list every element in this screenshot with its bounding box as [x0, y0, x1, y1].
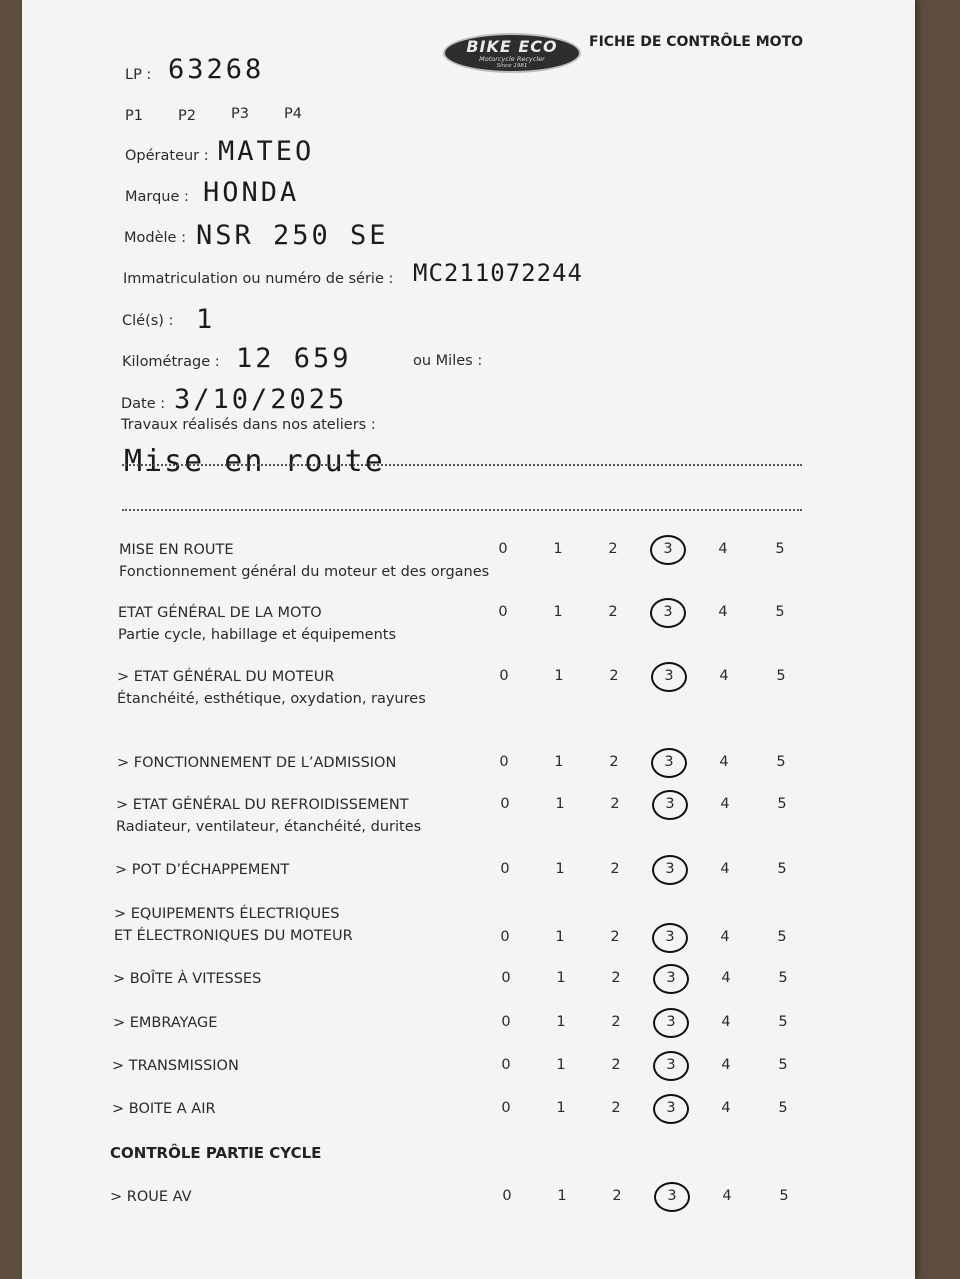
- score-option-5[interactable]: 5: [779, 1188, 789, 1204]
- modele-label: Modèle :: [124, 230, 186, 246]
- travaux-line-1: [122, 464, 802, 466]
- score-option-3[interactable]: 3: [666, 1014, 676, 1030]
- score-option-1[interactable]: 1: [554, 668, 564, 684]
- operateur-value: MATEO: [218, 136, 315, 167]
- score-option-2[interactable]: 2: [611, 1014, 621, 1030]
- selected-score-circle: [653, 1051, 689, 1081]
- score-option-4[interactable]: 4: [722, 1188, 732, 1204]
- selected-score-circle: [652, 790, 688, 820]
- marque-label: Marque :: [125, 189, 189, 205]
- score-option-1[interactable]: 1: [555, 929, 565, 945]
- logo-slogan: Motorcycle Recycler: [479, 55, 545, 63]
- score-option-2[interactable]: 2: [611, 1100, 621, 1116]
- score-option-2[interactable]: 2: [612, 1188, 622, 1204]
- modele-value: NSR 250 SE: [196, 220, 389, 251]
- p3-label: P3: [231, 106, 249, 122]
- rating-item-subtitle: Partie cycle, habillage et équipements: [118, 627, 397, 643]
- rating-item-label: [117, 752, 396, 774]
- score-option-2[interactable]: 2: [609, 754, 619, 770]
- score-option-4[interactable]: 4: [721, 1014, 731, 1030]
- lp-value: 63268: [168, 54, 265, 85]
- rating-item-label: [119, 539, 489, 583]
- logo-text: BIKE ECO: [466, 37, 558, 56]
- lp-label: LP :: [125, 67, 152, 83]
- logo-since: Since 1981: [496, 63, 528, 69]
- selected-score-circle: [650, 598, 686, 628]
- score-option-1[interactable]: 1: [553, 604, 563, 620]
- selected-score-circle: [652, 855, 688, 885]
- rating-item-title: > ETAT GÉNÉRAL DU MOTEUR: [117, 669, 335, 685]
- score-option-3[interactable]: 3: [665, 861, 675, 877]
- score-option-0[interactable]: 0: [501, 1057, 511, 1073]
- travaux-line-2: [122, 509, 802, 511]
- score-option-3[interactable]: 3: [666, 1057, 676, 1073]
- date-value: 3/10/2025: [174, 384, 348, 415]
- travaux-label: Travaux réalisés dans nos ateliers :: [121, 417, 376, 433]
- score-option-4[interactable]: 4: [720, 929, 730, 945]
- score-option-5[interactable]: 5: [775, 541, 785, 557]
- score-option-1[interactable]: 1: [556, 970, 566, 986]
- section-title: CONTRÔLE PARTIE CYCLE: [110, 1144, 322, 1162]
- score-option-5[interactable]: 5: [778, 970, 788, 986]
- rating-item-subtitle: Radiateur, ventilateur, étanchéité, durites: [116, 819, 422, 835]
- score-option-0[interactable]: 0: [498, 541, 508, 557]
- score-option-1[interactable]: 1: [555, 796, 565, 812]
- score-option-5[interactable]: 5: [778, 1057, 788, 1073]
- score-option-4[interactable]: 4: [719, 754, 729, 770]
- score-option-4[interactable]: 4: [721, 970, 731, 986]
- selected-score-circle: [653, 1008, 689, 1038]
- rating-item-label: [117, 666, 426, 710]
- rating-item-subtitle: ET ÉLECTRONIQUES DU MOTEUR: [114, 928, 353, 944]
- rating-item-title: > TRANSMISSION: [112, 1058, 239, 1074]
- score-option-3[interactable]: 3: [666, 1100, 676, 1116]
- rating-item-label: [116, 794, 421, 838]
- score-option-0[interactable]: 0: [500, 929, 510, 945]
- selected-score-circle: [653, 1094, 689, 1124]
- page-title: FICHE DE CONTRÔLE MOTO: [589, 34, 804, 50]
- score-option-2[interactable]: 2: [610, 861, 620, 877]
- score-option-4[interactable]: 4: [718, 604, 728, 620]
- rating-item-label: [113, 968, 261, 990]
- immat-value: MC211072244: [413, 259, 583, 287]
- km-value: 12 659: [236, 343, 352, 374]
- score-option-3[interactable]: 3: [665, 929, 675, 945]
- marque-value: HONDA: [203, 177, 300, 208]
- operateur-label: Opérateur :: [125, 148, 209, 164]
- score-option-5[interactable]: 5: [777, 929, 787, 945]
- rating-item-label: [115, 859, 289, 881]
- rating-item-label: [112, 1098, 216, 1120]
- rating-item-title: > BOÎTE À VITESSES: [113, 971, 262, 987]
- score-option-1[interactable]: 1: [557, 1188, 567, 1204]
- date-label: Date :: [121, 396, 166, 412]
- score-option-2[interactable]: 2: [610, 929, 620, 945]
- rating-item-label: [110, 1186, 192, 1208]
- selected-score-circle: [654, 1182, 690, 1212]
- rating-item-title: > FONCTIONNEMENT DE L’ADMISSION: [117, 755, 397, 771]
- score-option-0[interactable]: 0: [501, 1014, 511, 1030]
- rating-item-label: [114, 903, 353, 947]
- score-option-4[interactable]: 4: [720, 861, 730, 877]
- score-option-2[interactable]: 2: [609, 668, 619, 684]
- score-option-2[interactable]: 2: [608, 604, 618, 620]
- score-option-5[interactable]: 5: [776, 668, 786, 684]
- p2-label: P2: [178, 108, 196, 124]
- score-option-0[interactable]: 0: [499, 754, 509, 770]
- selected-score-circle: [650, 535, 686, 565]
- score-option-3[interactable]: 3: [664, 754, 674, 770]
- score-option-1[interactable]: 1: [554, 754, 564, 770]
- score-option-5[interactable]: 5: [777, 861, 787, 877]
- p4-label: P4: [284, 106, 302, 122]
- rating-item-label: [113, 1012, 217, 1034]
- selected-score-circle: [651, 662, 687, 692]
- score-option-3[interactable]: 3: [666, 970, 676, 986]
- score-option-1[interactable]: 1: [555, 861, 565, 877]
- score-option-4[interactable]: 4: [720, 796, 730, 812]
- score-option-0[interactable]: 0: [498, 604, 508, 620]
- score-option-0[interactable]: 0: [500, 796, 510, 812]
- score-option-5[interactable]: 5: [778, 1100, 788, 1116]
- rating-item-title: > ETAT GÉNÉRAL DU REFROIDISSEMENT: [116, 797, 409, 813]
- score-option-4[interactable]: 4: [721, 1100, 731, 1116]
- selected-score-circle: [653, 964, 689, 994]
- score-option-5[interactable]: 5: [775, 604, 785, 620]
- bike-eco-logo: [443, 33, 581, 73]
- score-option-3[interactable]: 3: [663, 541, 673, 557]
- score-option-2[interactable]: 2: [608, 541, 618, 557]
- rating-item-label: [112, 1055, 239, 1077]
- cles-value: 1: [196, 304, 216, 335]
- score-option-4[interactable]: 4: [719, 668, 729, 684]
- rating-item-title: > POT D’ÉCHAPPEMENT: [115, 862, 290, 878]
- rating-item-title: > ROUE AV: [110, 1189, 192, 1205]
- miles-label: ou Miles :: [413, 353, 483, 369]
- score-option-4[interactable]: 4: [721, 1057, 731, 1073]
- score-option-4[interactable]: 4: [718, 541, 728, 557]
- cles-label: Clé(s) :: [122, 313, 174, 329]
- score-option-0[interactable]: 0: [501, 970, 511, 986]
- score-option-5[interactable]: 5: [776, 754, 786, 770]
- score-option-5[interactable]: 5: [777, 796, 787, 812]
- rating-item-label: [118, 602, 396, 646]
- score-option-0[interactable]: 0: [499, 668, 509, 684]
- rating-item-title: > EQUIPEMENTS ÉLECTRIQUES: [114, 906, 340, 922]
- selected-score-circle: [651, 748, 687, 778]
- score-option-0[interactable]: 0: [500, 861, 510, 877]
- score-option-3[interactable]: 3: [664, 668, 674, 684]
- rating-item-title: > EMBRAYAGE: [113, 1015, 218, 1031]
- score-option-3[interactable]: 3: [663, 604, 673, 620]
- score-option-1[interactable]: 1: [556, 1014, 566, 1030]
- rating-item-subtitle: Étanchéité, esthétique, oxydation, rayures: [117, 691, 426, 707]
- score-option-2[interactable]: 2: [611, 1057, 621, 1073]
- p1-label: P1: [125, 108, 143, 124]
- rating-item-subtitle: Fonctionnement général du moteur et des organes: [119, 564, 490, 580]
- score-option-2[interactable]: 2: [610, 796, 620, 812]
- selected-score-circle: [652, 923, 688, 953]
- score-option-1[interactable]: 1: [553, 541, 563, 557]
- travaux-value: Mise en route: [124, 444, 385, 479]
- score-option-0[interactable]: 0: [502, 1188, 512, 1204]
- rating-item-title: > BOITE A AIR: [112, 1101, 216, 1117]
- score-option-5[interactable]: 5: [778, 1014, 788, 1030]
- score-option-3[interactable]: 3: [667, 1188, 677, 1204]
- rating-item-title: MISE EN ROUTE: [119, 542, 234, 558]
- score-option-2[interactable]: 2: [611, 970, 621, 986]
- score-option-1[interactable]: 1: [556, 1057, 566, 1073]
- rating-item-title: ETAT GÉNÉRAL DE LA MOTO: [118, 605, 322, 621]
- immat-label: Immatriculation ou numéro de série :: [123, 271, 394, 287]
- score-option-0[interactable]: 0: [501, 1100, 511, 1116]
- score-option-3[interactable]: 3: [665, 796, 675, 812]
- score-option-1[interactable]: 1: [556, 1100, 566, 1116]
- km-label: Kilométrage :: [122, 354, 220, 370]
